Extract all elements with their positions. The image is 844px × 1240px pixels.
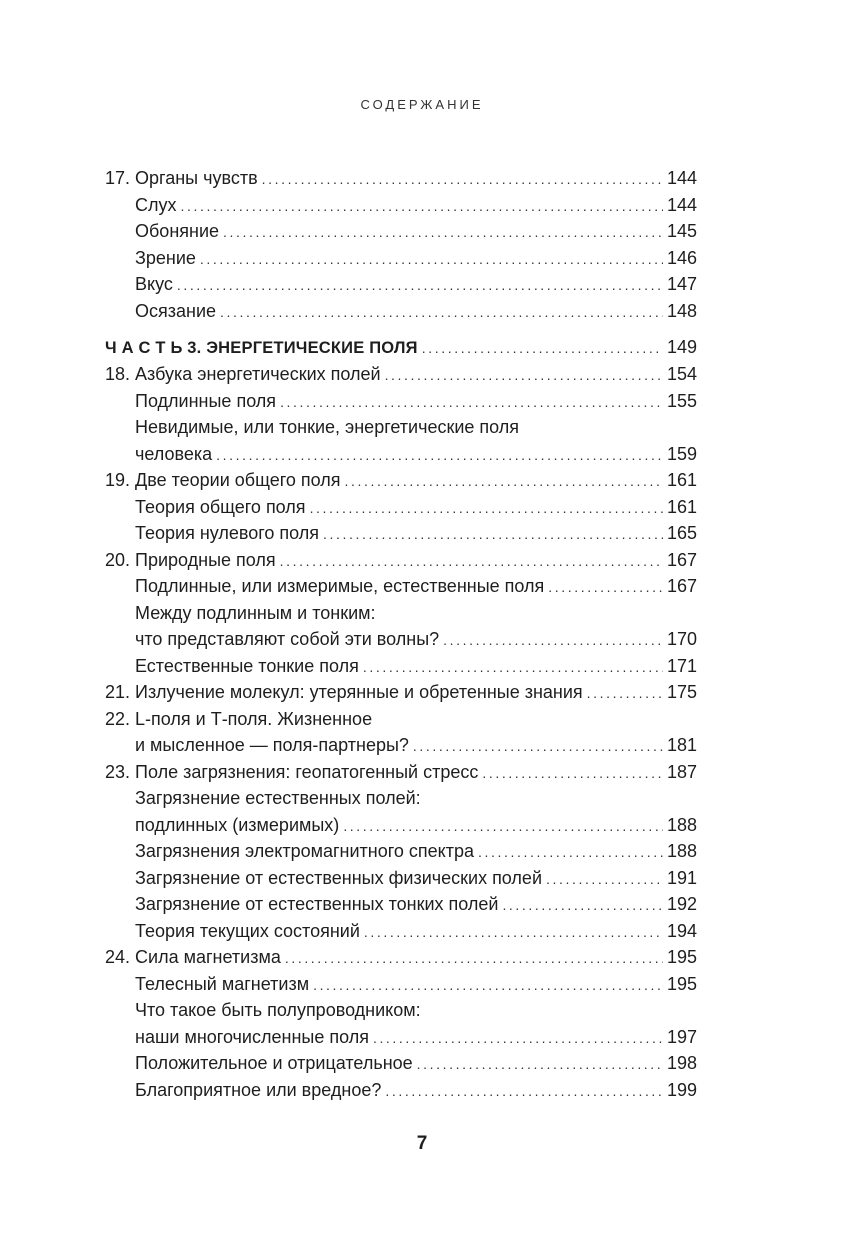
- dot-leader: [385, 1078, 663, 1105]
- toc-subentry: [105, 414, 697, 441]
- toc-entry-title: 21. Излучение молекул: утерянные и обретенные знания: [105, 682, 583, 702]
- toc-subentry: [105, 298, 697, 325]
- dot-leader: [262, 166, 663, 193]
- toc-page-number: 175: [666, 682, 697, 702]
- dot-leader: [363, 654, 663, 681]
- dot-leader: [478, 839, 663, 866]
- toc-entry-title: Ч А С Т Ь 3. ЭНЕРГЕТИЧЕСКИЕ ПОЛЯ: [105, 339, 418, 357]
- toc-subentry: [105, 891, 697, 918]
- toc-page-number: 146: [666, 247, 697, 268]
- table-of-contents: [105, 165, 697, 1103]
- toc-subentry: [105, 732, 697, 759]
- dot-leader: [385, 362, 663, 389]
- toc-subentry: [105, 218, 697, 245]
- toc-entry-title: Телесный магнетизм: [135, 973, 310, 994]
- dot-leader: [310, 495, 663, 522]
- toc-subentry: [105, 271, 697, 298]
- toc-chapter: [105, 759, 697, 786]
- dot-leader: [482, 760, 663, 787]
- toc-entry-title: Подлинные, или измеримые, естественные поля: [135, 576, 545, 596]
- toc-entry-title: 24. Сила магнетизма: [105, 947, 281, 967]
- toc-entry-title: Загрязнения электромагнитного спектра: [135, 841, 475, 861]
- toc-chapter: [105, 467, 697, 494]
- dot-leader: [223, 219, 663, 246]
- toc-entry-title: и мысленное — поля-партнеры?: [135, 735, 409, 755]
- dot-leader: [417, 1051, 663, 1078]
- dot-leader: [313, 972, 663, 999]
- toc-subentry: [105, 626, 697, 653]
- dot-leader: [280, 389, 663, 416]
- toc-subentry: [105, 865, 697, 892]
- dot-leader: [220, 299, 663, 326]
- toc-page-number: 195: [666, 947, 697, 967]
- toc-entry-title: Теория нулевого поля: [135, 523, 320, 543]
- toc-subentry: [105, 494, 697, 521]
- toc-subentry: [105, 441, 697, 468]
- dot-leader: [373, 1025, 663, 1052]
- toc-subentry: [105, 653, 697, 680]
- toc-page-number: 155: [666, 390, 697, 411]
- toc-part-heading: [105, 334, 697, 361]
- toc-subentry: [105, 388, 697, 415]
- toc-page-number: 197: [666, 1026, 697, 1047]
- toc-chapter: [105, 361, 697, 388]
- toc-page-number: 144: [666, 194, 697, 215]
- toc-entry-title: Невидимые, или тонкие, энергетические поля: [135, 417, 520, 437]
- dot-leader: [200, 246, 663, 273]
- toc-chapter: [105, 706, 697, 733]
- toc-page-number: 165: [666, 523, 697, 543]
- toc-entry-title: 18. Азбука энергетических полей: [105, 364, 381, 384]
- toc-entry-title: 17. Органы чувств: [105, 168, 258, 188]
- toc-entry-title: Осязание: [135, 300, 217, 321]
- toc-entry-title: Загрязнение естественных полей:: [135, 788, 421, 808]
- toc-subentry: [105, 192, 697, 219]
- toc-page-number: 198: [666, 1053, 697, 1073]
- toc-page-number: 188: [666, 841, 697, 861]
- toc-entry-title: Между подлинным и тонким:: [135, 602, 376, 623]
- toc-entry-title: Слух: [135, 194, 177, 215]
- toc-entry-title: 22. L-поля и Т-поля. Жизненное: [105, 708, 373, 729]
- toc-entry-title: наши многочисленные поля: [135, 1026, 369, 1047]
- toc-page-number: 188: [666, 814, 697, 835]
- toc-entry-title: 20. Природные поля: [105, 549, 276, 570]
- dot-leader: [502, 892, 663, 919]
- toc-page-number: 192: [666, 894, 697, 914]
- toc-subentry: [105, 245, 697, 272]
- toc-entry-title: Что такое быть полупроводником:: [135, 1000, 421, 1020]
- toc-entry-title: 23. Поле загрязнения: геопатогенный стресс: [105, 761, 479, 782]
- page-number: 7: [416, 1133, 428, 1154]
- toc-page-number: 161: [666, 470, 697, 490]
- dot-leader: [345, 468, 663, 495]
- toc-entry-title: Естественные тонкие поля: [135, 655, 359, 676]
- toc-subentry: [105, 1024, 697, 1051]
- toc-page-number: 194: [666, 920, 697, 941]
- toc-entry-title: Теория общего поля: [135, 496, 306, 517]
- toc-subentry: [105, 997, 697, 1024]
- dot-leader: [413, 733, 663, 760]
- toc-page-number: 145: [666, 221, 697, 241]
- toc-entry-title: Благоприятное или вредное?: [135, 1079, 382, 1100]
- toc-entry-title: Положительное и отрицательное: [135, 1053, 413, 1073]
- dot-leader: [548, 574, 663, 601]
- toc-page-number: 159: [666, 443, 697, 464]
- toc-page-number: 171: [666, 655, 697, 676]
- dot-leader: [323, 521, 663, 548]
- toc-entry-title: Теория текущих состояний: [135, 920, 360, 941]
- toc-page-number: 144: [666, 168, 697, 188]
- toc-subentry: [105, 1077, 697, 1104]
- dot-leader: [285, 945, 663, 972]
- dot-leader: [181, 193, 663, 220]
- toc-subentry: [105, 600, 697, 627]
- toc-entry-title: Загрязнение от естественных тонких полей: [135, 894, 499, 914]
- toc-subentry: [105, 1050, 697, 1077]
- toc-subentry: [105, 573, 697, 600]
- toc-subentry: [105, 918, 697, 945]
- toc-entry-title: Обоняние: [135, 221, 220, 241]
- toc-chapter: [105, 679, 697, 706]
- toc-chapter: [105, 547, 697, 574]
- toc-entry-title: Зрение: [135, 247, 196, 268]
- toc-chapter: [105, 944, 697, 971]
- toc-entry-title: подлинных (измеримых): [135, 814, 340, 835]
- dot-leader: [422, 335, 663, 362]
- toc-subentry: [105, 838, 697, 865]
- toc-page-number: 187: [666, 761, 697, 782]
- running-header: СОДЕРЖАНИЕ: [360, 97, 484, 112]
- toc-page-number: 181: [666, 735, 697, 755]
- toc-page-number: 147: [666, 274, 697, 294]
- dot-leader: [443, 627, 663, 654]
- dot-leader: [280, 548, 663, 575]
- toc-entry-title: 19. Две теории общего поля: [105, 470, 341, 490]
- toc-page-number: 167: [666, 576, 697, 596]
- toc-entry-title: Загрязнение от естественных физических полей: [135, 867, 542, 888]
- toc-subentry: [105, 971, 697, 998]
- dot-leader: [364, 919, 663, 946]
- toc-page-number: 148: [666, 300, 697, 321]
- dot-leader: [587, 680, 663, 707]
- toc-entry-title: Вкус: [135, 274, 173, 294]
- toc-subentry: [105, 812, 697, 839]
- dot-leader: [343, 813, 663, 840]
- toc-entry-title: Подлинные поля: [135, 390, 277, 411]
- toc-page-number: 199: [666, 1079, 697, 1100]
- toc-subentry: [105, 520, 697, 547]
- toc-page-number: 170: [666, 629, 697, 649]
- dot-leader: [546, 866, 663, 893]
- toc-entry-title: человека: [135, 443, 213, 464]
- toc-page-number: 167: [666, 549, 697, 570]
- toc-page-number: 191: [666, 867, 697, 888]
- toc-entry-title: что представляют собой эти волны?: [135, 629, 440, 649]
- dot-leader: [216, 442, 663, 469]
- toc-page-number: 161: [666, 496, 697, 517]
- toc-page-number: 154: [666, 364, 697, 384]
- toc-page-number: 149: [666, 337, 697, 357]
- toc-chapter: [105, 165, 697, 192]
- dot-leader: [177, 272, 663, 299]
- toc-subentry: [105, 785, 697, 812]
- toc-page-number: 195: [666, 973, 697, 994]
